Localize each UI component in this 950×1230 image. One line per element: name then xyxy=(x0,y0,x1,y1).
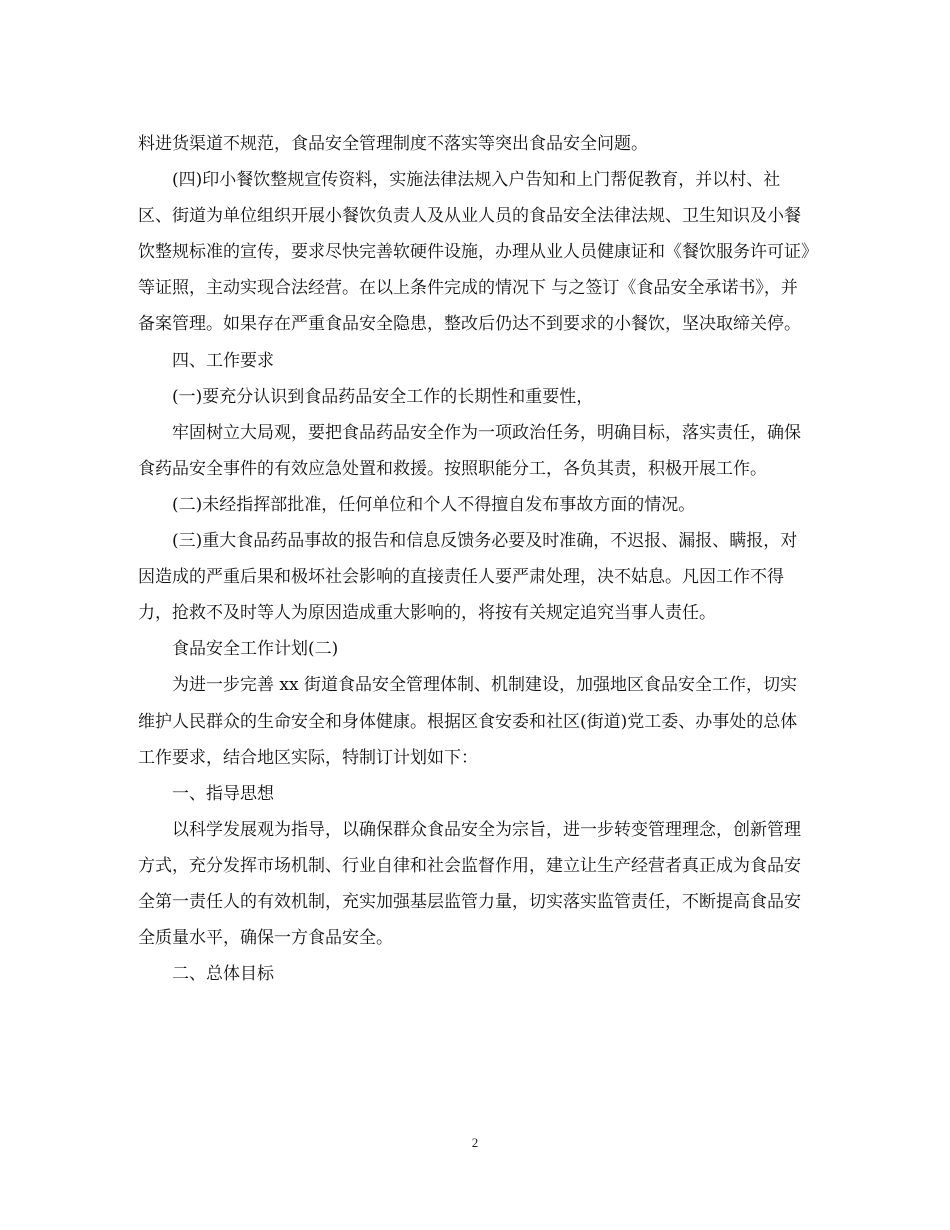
section-heading-guiding-ideology: 一、指导思想 xyxy=(172,783,274,804)
paragraph-1: 料进货渠道不规范，食品安全管理制度不落实等突出食品安全问题。 xyxy=(138,134,648,154)
paragraph-2: (四)印小餐饮整规宣传资料，实施法律法规入户告知和上门帮促教育，并以村、社区、街道为单位组织开展小餐饮负责人及从业人员的食品安全法律法规、卫生知识及小餐饮整规标准的宣传，要求尽快完善软硬件设施，办理从业人员健康证和《餐饮服务许可证》等证照，主动实现合法经营。在以上条件完成的情况下 与之签订《食品安全承诺书》，并备案管理。如果存在严重食品安全隐患，整改后仍达不到要求的小餐饮，坚决取缔关停。 xyxy=(138,170,810,335)
document-body xyxy=(138,126,813,992)
section-heading-work-requirements: 四、工作要求 xyxy=(172,350,274,371)
section-heading-overall-goals: 二、总体目标 xyxy=(172,964,274,985)
paragraph-6: (二)未经指挥部批准，任何单位和个人不得擅自发布事故方面的情况。 xyxy=(172,494,696,515)
plan-title: 食品安全工作计划(二) xyxy=(172,639,339,660)
paragraph-7: (三)重大食品药品事故的报告和信息反馈务必要及时准确，不迟报、漏报、瞒报，对因造成的严重后果和极坏社会影响的直接责任人要严肃处理，决不姑息。凡因工作不得力，抢救不及时等人为原因造成重大影响的，将按有关规定追究当事人责任。 xyxy=(138,531,798,624)
paragraph-11: 以科学发展观为指导，以确保群众食品安全为宗旨，进一步转变管理理念，创新管理方式，充分发挥市场机制、行业自律和社会监督作用，建立让生产经营者真正成为食品安全第一责任人的有效机制，充实加强基层监管力量，切实落实监管责任，不断提高食品安全质量水平，确保一方食品安全。 xyxy=(138,819,801,949)
paragraph-9: 为进一步完善 xx 街道食品安全管理体制、机制建设，加强地区食品安全工作，切实维护人民群众的生命安全和身体健康。根据区食安委和社区(街道)党工委、办事处的总体工作要求，结合地区实际，特制订计划如下： xyxy=(138,675,798,768)
paragraph-5: 牢固树立大局观，要把食品药品安全作为一项政治任务，明确目标，落实责任，确保食药品安全事件的有效应急处置和救援。按照职能分工，各负其责，积极开展工作。 xyxy=(138,422,801,479)
paragraph-4: (一)要充分认识到食品药品安全工作的长期性和重要性， xyxy=(172,386,594,407)
page-number: 2 xyxy=(471,1135,479,1150)
